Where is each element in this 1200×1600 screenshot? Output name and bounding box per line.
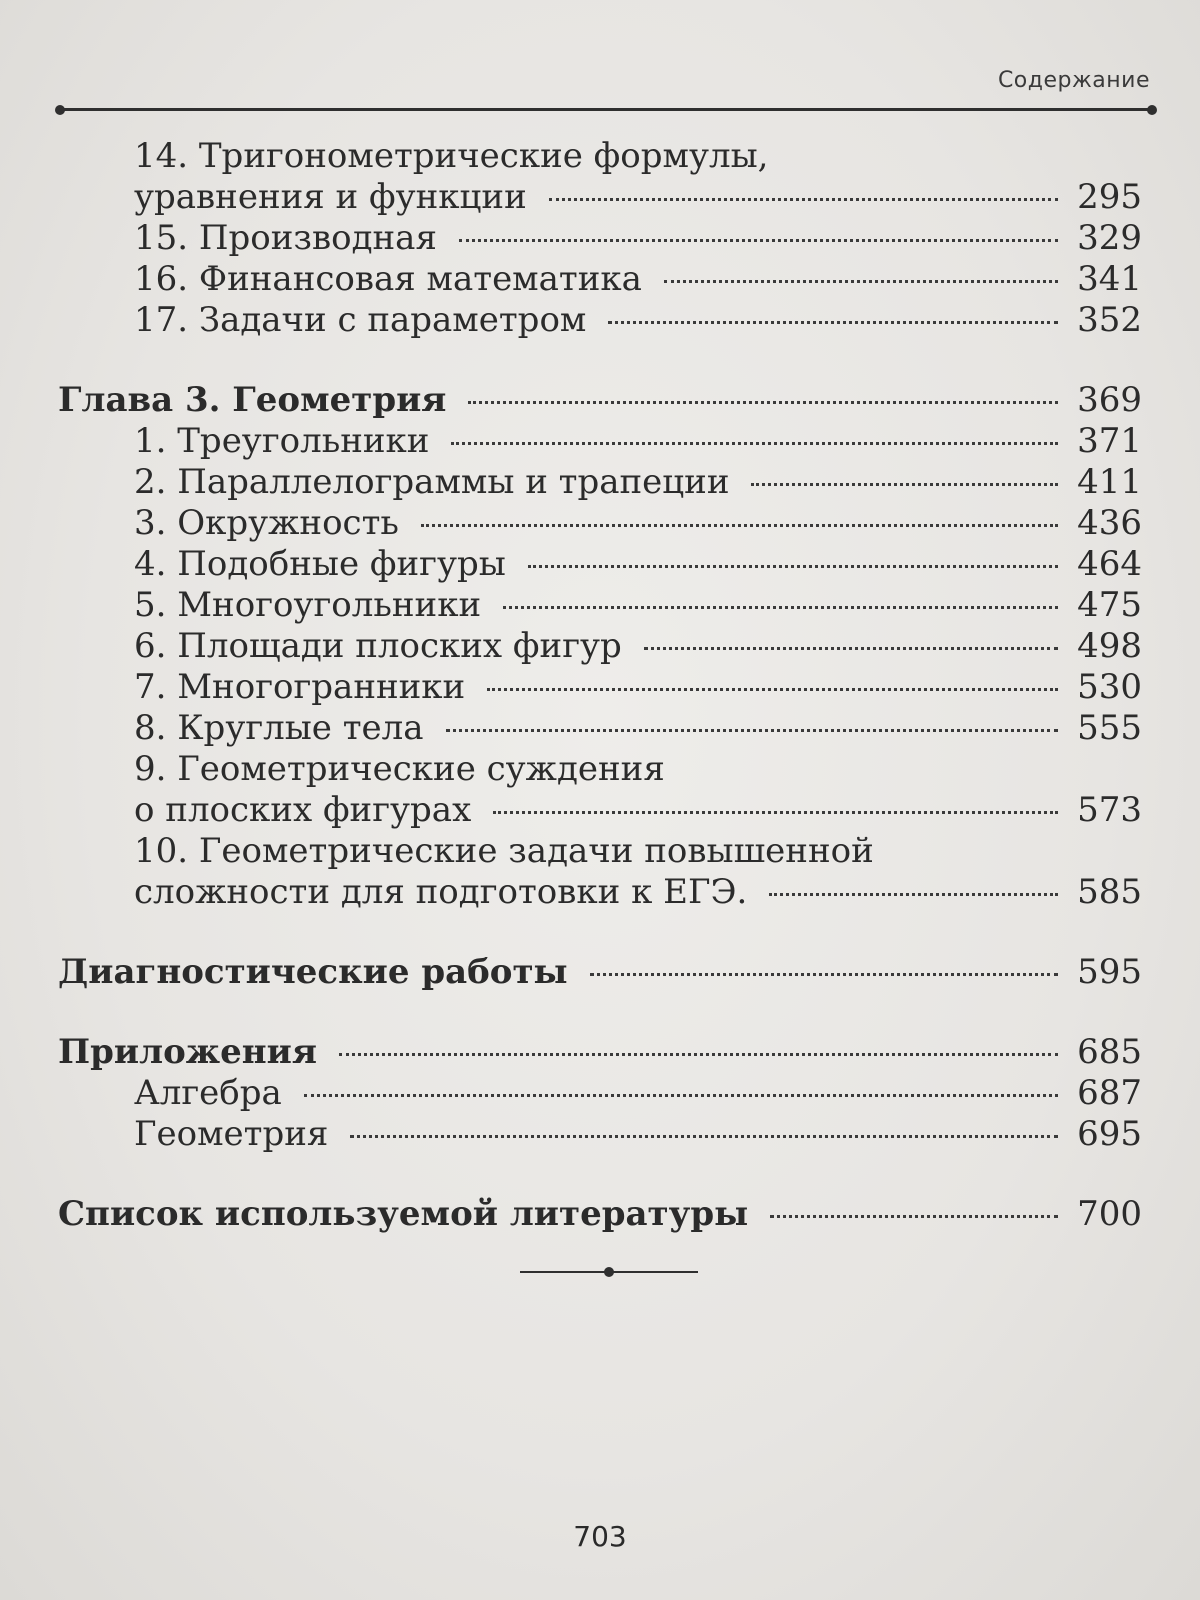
toc-chapter-title: Приложения [58,1032,317,1072]
toc-page-number: 341 [1077,259,1142,299]
dot-leader [421,524,1058,527]
toc-entry-title: 14. Тригонометрические формулы, [134,136,769,176]
toc-page-number: 369 [1077,380,1142,420]
toc-chapter-title: Диагностические работы [58,952,568,992]
dot-leader [608,321,1058,324]
spacer [58,1155,1142,1194]
toc-chapter-geometry[interactable] [58,380,1142,421]
toc-entry-line [58,831,1142,872]
spacer [58,993,1142,1032]
dot-leader [451,442,1058,445]
toc-page-number: 295 [1077,177,1142,217]
toc-entry[interactable] [58,585,1142,626]
dot-leader [446,729,1058,732]
toc-page-number: 436 [1077,503,1142,543]
toc-page-number: 411 [1077,462,1142,502]
toc-page-number: 530 [1077,667,1142,707]
dot-leader [751,483,1058,486]
toc-entry-line [58,136,1142,177]
dot-leader [769,893,1058,896]
rule-end-dot [55,105,65,115]
toc-chapter-title: Список используемой литературы [58,1194,749,1234]
toc-chapter-references[interactable] [58,1194,1142,1235]
toc-entry-title: 6. Площади плоских фигур [134,626,622,666]
toc-entry-line [58,749,1142,790]
toc-entry-title: 8. Круглые тела [134,708,424,748]
toc-entry-title: уравнения и функции [134,177,527,217]
toc-page-number: 475 [1077,585,1142,625]
toc-entry-title: 7. Многогранники [134,667,466,707]
toc-entry-title: 2. Параллелограммы и трапеции [134,462,730,502]
toc-entry[interactable] [58,790,1142,831]
dot-leader [339,1053,1058,1056]
toc-chapter-diagnostics[interactable] [58,952,1142,993]
table-of-contents [58,136,1142,1235]
toc-page-number: 687 [1077,1073,1142,1113]
dot-leader [487,688,1058,691]
toc-entry-title: 17. Задачи с параметром [134,300,587,340]
toc-entry-title: 15. Производная [134,218,437,258]
running-head: Содержание [997,68,1150,93]
toc-page-number: 329 [1077,218,1142,258]
dot-leader [459,239,1058,242]
header-rule [60,108,1152,111]
dot-leader [549,198,1058,201]
toc-chapter-title: Глава 3. Геометрия [58,380,447,420]
toc-entry-title: 3. Окружность [134,503,399,543]
toc-entry[interactable] [58,544,1142,585]
toc-page-number: 555 [1077,708,1142,748]
toc-entry[interactable] [58,462,1142,503]
dot-leader [528,565,1058,568]
toc-page-number: 700 [1077,1194,1142,1234]
page-number: 703 [573,1520,627,1553]
toc-page-number: 464 [1077,544,1142,584]
toc-entry-title: 10. Геометрические задачи повышенной [134,831,874,871]
toc-entry-title: 9. Геометрические суждения [134,749,665,789]
toc-page-number: 573 [1077,790,1142,830]
toc-entry-title: Алгебра [134,1073,282,1113]
toc-entry[interactable] [58,177,1142,218]
toc-page-number: 695 [1077,1114,1142,1154]
toc-page-number: 352 [1077,300,1142,340]
dot-leader [644,647,1058,650]
toc-entry[interactable] [58,421,1142,462]
toc-entry-title: о плоских фигурах [134,790,472,830]
toc-entry[interactable] [58,667,1142,708]
toc-entry[interactable] [58,218,1142,259]
dot-leader [770,1215,1058,1218]
toc-entry[interactable] [58,1114,1142,1155]
spacer [58,913,1142,952]
dot-leader [664,280,1058,283]
dot-leader [503,606,1058,609]
toc-entry-title: 5. Многоугольники [134,585,482,625]
toc-chapter-appendices[interactable] [58,1032,1142,1073]
dot-leader [493,811,1058,814]
toc-entry-title: сложности для подготовки к ЕГЭ. [134,872,748,912]
toc-entry[interactable] [58,708,1142,749]
toc-page-number: 498 [1077,626,1142,666]
dot-leader [350,1135,1058,1138]
toc-page-number: 685 [1077,1032,1142,1072]
dot-leader [304,1094,1058,1097]
spacer [58,341,1142,380]
toc-entry-title: 16. Финансовая математика [134,259,642,299]
dot-leader [590,973,1058,976]
dot-leader [468,401,1058,404]
toc-entry[interactable] [58,1073,1142,1114]
toc-entry-title: 4. Подобные фигуры [134,544,506,584]
toc-entry-title: Геометрия [134,1114,329,1154]
toc-page-number: 585 [1077,872,1142,912]
toc-page-number: 595 [1077,952,1142,992]
toc-entry[interactable] [58,300,1142,341]
rule-end-dot [1147,105,1157,115]
toc-entry[interactable] [58,503,1142,544]
toc-entry[interactable] [58,626,1142,667]
ornament-dot [604,1267,614,1277]
toc-entry-title: 1. Треугольники [134,421,430,461]
toc-entry[interactable] [58,872,1142,913]
toc-page-number: 371 [1077,421,1142,461]
end-ornament [520,1271,698,1273]
toc-entry[interactable] [58,259,1142,300]
